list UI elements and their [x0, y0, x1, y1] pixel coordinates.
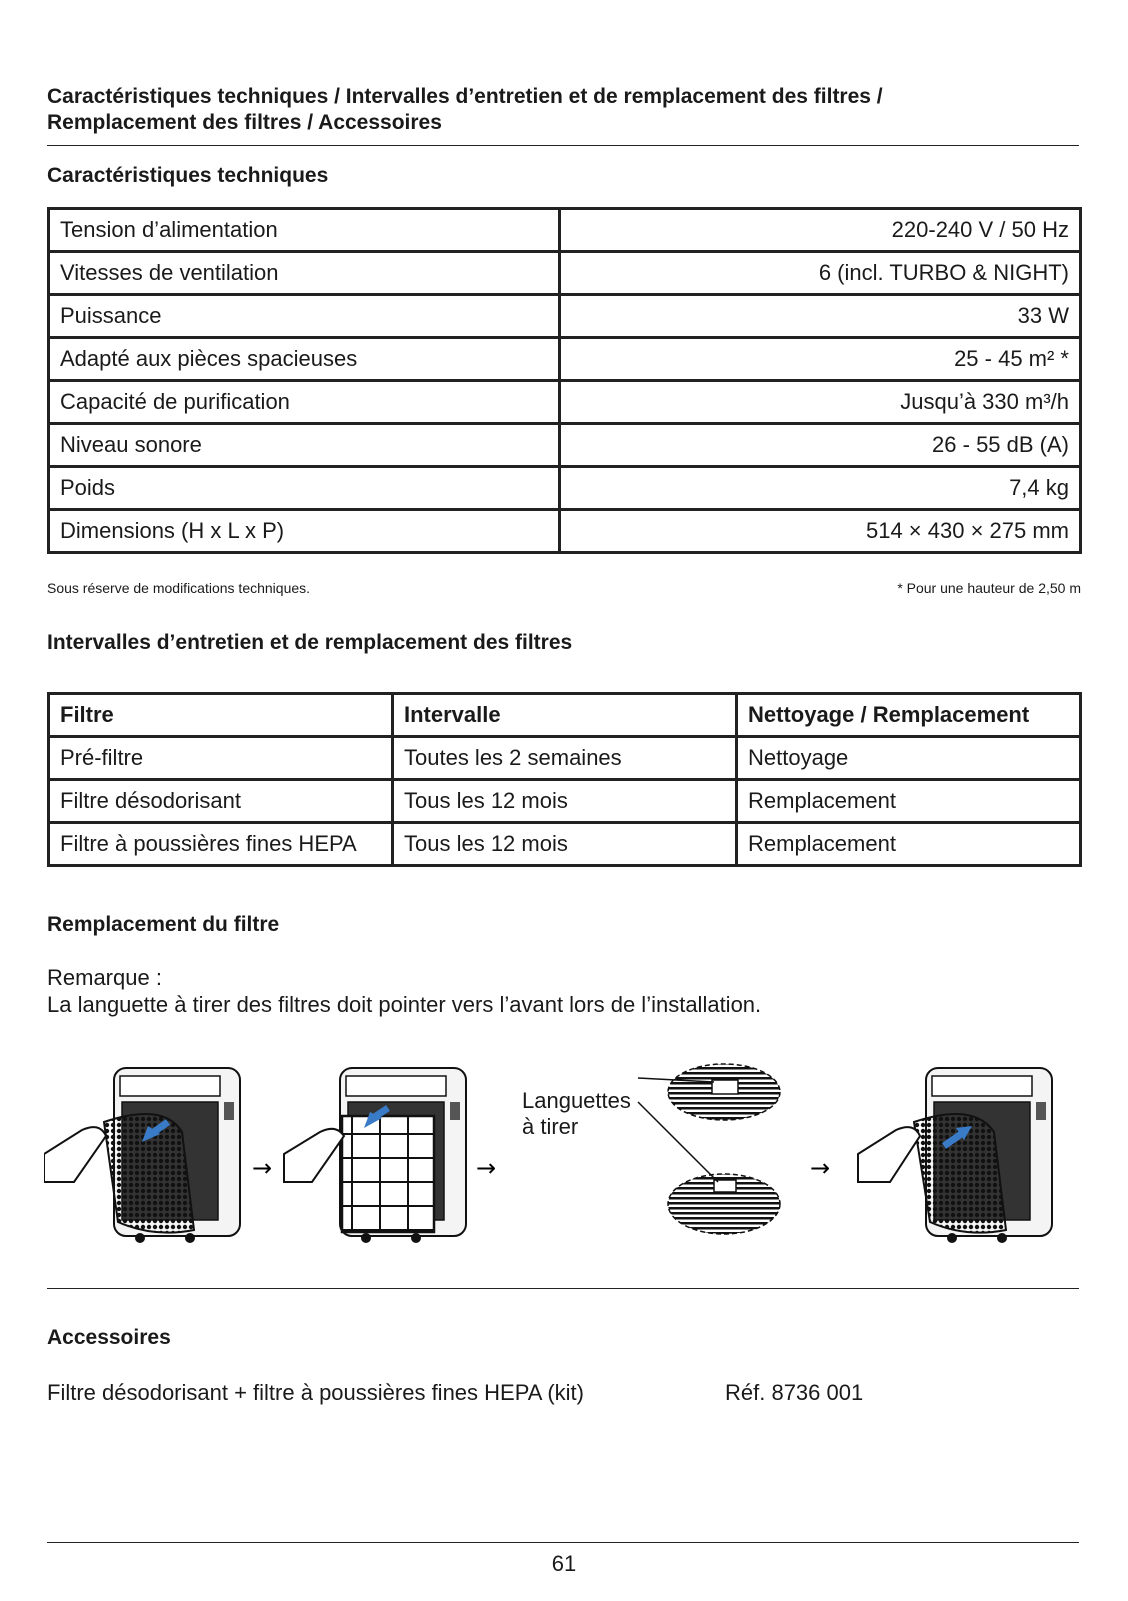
specs-row: [49, 424, 1081, 467]
specs-note-right: * Pour une hauteur de 2,50 m: [897, 580, 1081, 596]
step-arrow-2: →: [476, 1154, 497, 1182]
spec-label: Dimensions (H x L x P): [49, 510, 560, 553]
filter-name: Filtre désodorisant: [49, 780, 393, 823]
spec-label: Puissance: [49, 295, 560, 338]
spec-value: 7,4 kg: [560, 467, 1081, 510]
pull-tab-label: [522, 1088, 662, 1140]
step-arrow-3: →: [810, 1154, 831, 1182]
filter-name: Pré-filtre: [49, 737, 393, 780]
spec-label: Tension d’alimentation: [49, 209, 560, 252]
spec-value: 6 (incl. TURBO & NIGHT): [560, 252, 1081, 295]
spec-value: 26 - 55 dB (A): [560, 424, 1081, 467]
step-arrow-1: →: [252, 1154, 273, 1182]
spec-label: Poids: [49, 467, 560, 510]
spec-value: 220-240 V / 50 Hz: [560, 209, 1081, 252]
page-title-line1: Caractéristiques techniques / Intervalles d’entretien et de remplacement des filtres /: [47, 85, 883, 108]
spec-value: 33 W: [560, 295, 1081, 338]
arrow-icon: [252, 1154, 272, 1182]
accessory-item: Filtre désodorisant + filtre à poussières fines HEPA (kit): [47, 1380, 584, 1405]
specs-note-left: Sous réserve de modifications techniques.: [47, 580, 311, 596]
spec-value: Jusqu’à 330 m³/h: [560, 381, 1081, 424]
filter-action: Remplacement: [737, 780, 1081, 823]
filters-row: [49, 737, 1081, 780]
filters-col-interval: Intervalle: [393, 694, 737, 737]
filters-table: [47, 692, 1082, 867]
spec-value: 514 × 430 × 275 mm: [560, 510, 1081, 553]
spec-label: Adapté aux pièces spacieuses: [49, 338, 560, 381]
filter-interval: Tous les 12 mois: [393, 780, 737, 823]
specs-row: [49, 510, 1081, 553]
arrow-icon: [810, 1154, 830, 1182]
filters-header-row: [49, 694, 1081, 737]
specs-row: [49, 252, 1081, 295]
spec-label: Vitesses de ventilation: [49, 252, 560, 295]
specs-row: [49, 209, 1081, 252]
filter-interval: Toutes les 2 semaines: [393, 737, 737, 780]
pull-tab-label-line2: à tirer: [522, 1114, 579, 1139]
header-divider: [47, 145, 1079, 146]
filter-action: Remplacement: [737, 823, 1081, 866]
filters-row: [49, 780, 1081, 823]
accessory-ref: Réf. 8736 001: [725, 1380, 864, 1405]
pull-tab-label-line1: Languettes: [522, 1088, 631, 1113]
spec-value: 25 - 45 m² *: [560, 338, 1081, 381]
filters-col-action: Nettoyage / Remplacement: [737, 694, 1081, 737]
remark-label: Remarque :: [47, 965, 162, 990]
purifier-step3-icon: [858, 1068, 1052, 1243]
specs-heading: Caractéristiques techniques: [47, 164, 329, 187]
replacement-heading: Remplacement du filtre: [47, 913, 280, 936]
filter-interval: Tous les 12 mois: [393, 823, 737, 866]
purifier-step1-icon: [44, 1068, 240, 1243]
footer-divider: [47, 1542, 1079, 1543]
specs-row: [49, 338, 1081, 381]
specs-row: [49, 467, 1081, 510]
page-number: 61: [551, 1551, 577, 1576]
page-title: [47, 84, 1077, 136]
accessories-heading: Accessoires: [47, 1326, 171, 1349]
section-divider: [47, 1288, 1079, 1289]
remark-text: La languette à tirer des filtres doit pointer vers l’avant lors de l’installation.: [47, 992, 762, 1017]
filters-col-filter: Filtre: [49, 694, 393, 737]
specs-row: [49, 295, 1081, 338]
specs-table: [47, 207, 1082, 554]
filters-row: [49, 823, 1081, 866]
spec-label: Niveau sonore: [49, 424, 560, 467]
spec-label: Capacité de purification: [49, 381, 560, 424]
specs-row: [49, 381, 1081, 424]
filter-action: Nettoyage: [737, 737, 1081, 780]
page-title-line2: Remplacement des filtres / Accessoires: [47, 111, 442, 134]
purifier-step2-icon: [284, 1068, 466, 1243]
filter-name: Filtre à poussières fines HEPA: [49, 823, 393, 866]
filters-heading: Intervalles d’entretien et de remplacement des filtres: [47, 631, 573, 654]
arrow-icon: [476, 1154, 496, 1182]
